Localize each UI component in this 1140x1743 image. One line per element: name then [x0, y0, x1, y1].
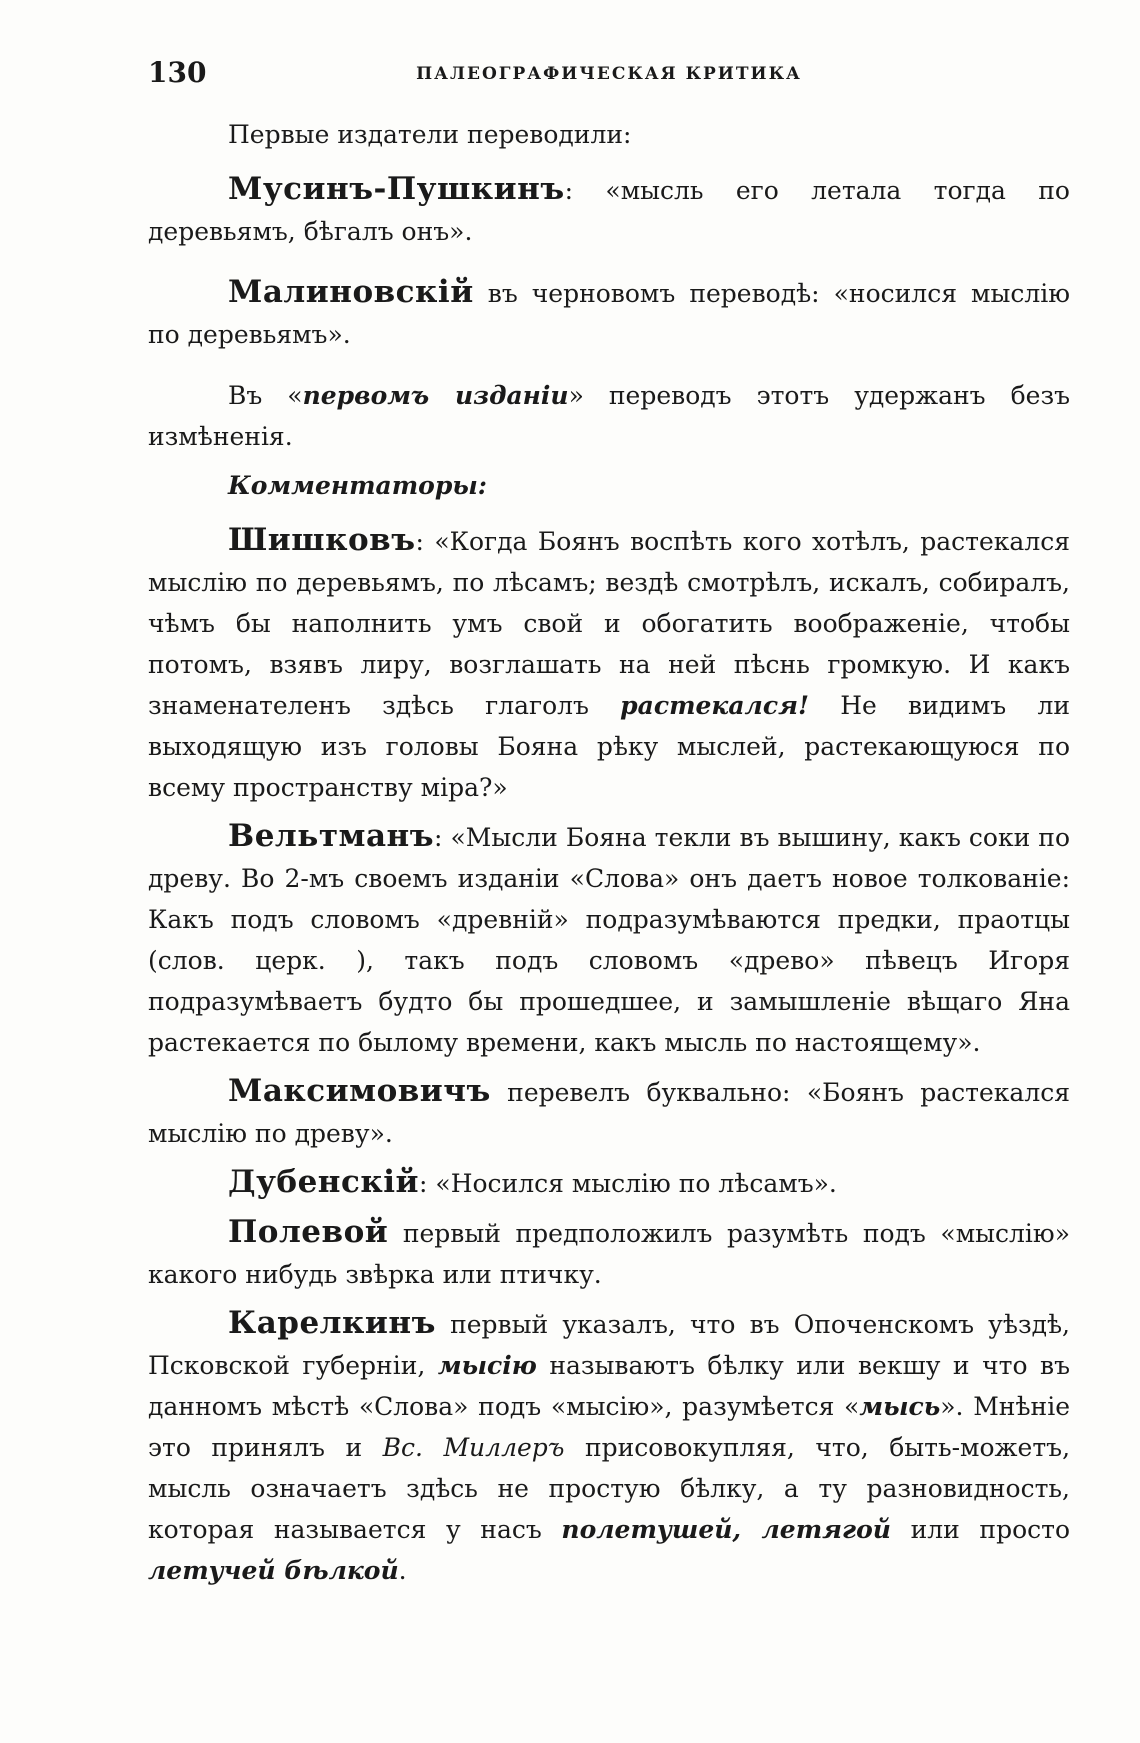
paragraph-text: : «Когда Боянъ воспѣть кого хотѣлъ, растекался мыслію по деревьямъ, по лѣсамъ; вездѣ смотрѣлъ, искалъ, собиралъ, чѣмъ бы наполнить умъ свой и обогатить воображеніе, чтобы потомъ, взявъ лиру, возглашать на ней пѣснь громкую. И какъ знаменателенъ здѣсь глаголъ: [148, 527, 1070, 720]
paragraph-malinovsky: [148, 272, 1070, 355]
author-name: Дубенскій: [228, 1164, 420, 1200]
italic-text: Вс. Миллеръ: [382, 1433, 565, 1462]
italic-text: Комментаторы:: [228, 471, 488, 500]
italic-text: летучей бѣлкой: [148, 1556, 399, 1585]
intro-line: Первые издатели переводили:: [228, 120, 632, 149]
page-number: 130: [148, 56, 207, 89]
paragraph-text: въ черновомъ переводѣ: «носился мыслію по деревьямъ».: [148, 279, 1070, 349]
paragraph-text: называютъ бѣлку или векшу и что въ данномъ мѣстѣ «Слова» подъ «мысію», разумѣется «: [148, 1351, 1070, 1421]
book-page: [148, 56, 1070, 1591]
italic-text: мысію: [437, 1351, 537, 1380]
paragraph-text: .: [398, 1556, 407, 1585]
paragraph-first-edition: [148, 375, 1070, 457]
paragraph-text: перевелъ буквально: «Боянъ растекался мыслію по древу».: [148, 1078, 1070, 1148]
italic-text: мысь: [859, 1392, 941, 1421]
italic-text: растекался!: [620, 691, 809, 720]
paragraph-karelkin: [148, 1303, 1070, 1591]
paragraph-text: » переводъ этотъ удержанъ безъ измѣненія.: [148, 381, 1070, 451]
author-name: Мусинъ-Пушкинъ: [228, 171, 565, 207]
paragraph-text: Не видимъ ли выходящую изъ головы Бояна рѣку мыслей, растекающуюся по всему пространству міра?»: [148, 691, 1070, 802]
paragraph-text: ». Мнѣніе это принялъ и: [148, 1392, 1070, 1462]
author-name: Карелкинъ: [228, 1305, 436, 1341]
paragraph-text: присовокупляя, что, быть-можетъ, мысль означаетъ здѣсь не простую бѣлку, а ту разновидность, которая называется у насъ: [148, 1433, 1071, 1544]
author-name: Шишковъ: [228, 522, 416, 558]
paragraph-musin-pushkin: [148, 169, 1070, 252]
author-name: Малиновскій: [228, 274, 474, 310]
paragraph-dubensky: [148, 1162, 1070, 1204]
commentators-heading: [148, 465, 1070, 506]
author-name: Максимовичъ: [228, 1073, 491, 1109]
paragraph-text: : «Мысли Бояна текли въ вышину, какъ соки по древу. Во 2-мъ своемъ изданіи «Слова» онъ даетъ новое толкованіе: Какъ подъ словомъ «древній» подразумѣваются предки, праотцы (слов. церк. ), такъ подъ словомъ «древо» пѣвецъ Игоря подразумѣваетъ будто бы прошедшее, и замышленіе вѣщаго Яна растекается по былому времени, какъ мысль по настоящему».: [148, 823, 1070, 1057]
author-name: Вельтманъ: [228, 818, 435, 854]
paragraph-polevoy: [148, 1212, 1070, 1295]
paragraph-text: первый предположилъ разумѣть подъ «мыслію» какого нибудь звѣрка или птичку.: [148, 1219, 1070, 1289]
paragraph-veltman: [148, 816, 1070, 1063]
paragraph-text: первый указалъ, что въ Опоченскомъ уѣздѣ, Псковской губерніи,: [148, 1310, 1070, 1380]
paragraph-text: : «мысль его летала тогда по деревьямъ, бѣгалъ онъ».: [148, 176, 1070, 246]
paragraph-maksimovich: [148, 1071, 1070, 1154]
author-name: Полевой: [228, 1214, 389, 1250]
italic-text: первомъ изданіи: [302, 381, 569, 410]
paragraph-text: или просто: [890, 1515, 1071, 1544]
paragraph-text: Въ «: [228, 381, 303, 410]
paragraph-text: : «Носился мыслію по лѣсамъ».: [419, 1169, 837, 1198]
page-header: [148, 56, 1070, 96]
italic-text: полетушей, летягой: [561, 1515, 891, 1544]
running-title: ПАЛЕОГРАФИЧЕСКАЯ КРИТИКА: [416, 64, 802, 84]
paragraph-shishkov: [148, 520, 1070, 808]
